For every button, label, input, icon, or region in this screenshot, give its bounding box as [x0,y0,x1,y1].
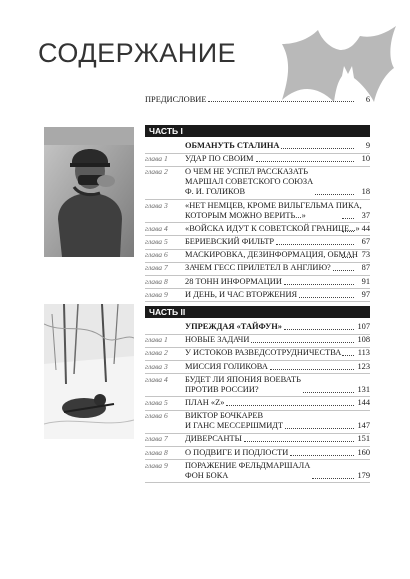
entry-title [185,375,301,395]
chapter-label: глава 8 [145,276,168,286]
entry-title-line: БЕРИЕВСКИЙ ФИЛЬТР [185,237,274,246]
page-number: 97 [361,289,370,299]
entry-title-line: ФОН БОКА [185,470,229,480]
page-number: 151 [357,434,370,444]
toc-entry [185,154,370,164]
leader-dots [342,354,354,356]
entry-title [185,362,268,372]
entry-title-line: 28 ТОНН ИНФОРМАЦИИ [185,276,282,286]
toc-entry [185,375,370,395]
leader-dots [342,217,354,219]
part-two-photo [44,304,134,439]
entry-title-line: У ИСТОКОВ РАЗВЕДСОТРУДНИЧЕСТВА [185,348,342,358]
page-number: 10 [361,154,370,164]
entry-title-line: ПОРАЖЕНИЕ ФЕЛЬДМАРШАЛА [185,460,311,470]
toc-entry [185,335,370,345]
leader-dots [303,391,354,393]
toc-entry [185,250,370,260]
chapter-label: глава 5 [145,237,168,246]
page-number: 113 [357,348,370,358]
entry-title-line: УПРЕЖДАЯ «ТАЙФУН» [185,322,282,331]
entry-title-line: Ф. И. ГОЛИКОВ [185,187,246,197]
entry-title [185,154,254,164]
entry-title-line: МАРШАЛ СОВЕТСКОГО СОЮЗА [185,177,314,187]
leader-dots [276,243,354,245]
entry-title [185,277,282,287]
entry-title-line: МИССИЯ ГОЛИКОВА [185,361,268,371]
page-number: 73 [361,250,370,260]
page-number: 179 [357,470,370,480]
entry-title [185,167,313,197]
entry-title-line: ЗАЧЕМ ГЕСС ПРИЛЕТЕЛ В АНГЛИЮ? [185,263,331,273]
toc-entry [185,167,370,197]
toc-entry [185,461,370,481]
leader-dots [256,160,355,162]
page-number: 144 [357,398,370,407]
page-title: СОДЕРЖАНИЕ [38,38,237,68]
toc-entry [185,277,370,287]
chapter-label: глава 4 [145,374,168,384]
leader-dots [208,100,354,102]
toc-preface-row[interactable] [145,95,370,104]
page-number: 123 [357,361,370,371]
toc-entry [185,411,370,431]
toc-entry [185,290,370,300]
page-number: 9 [365,141,370,150]
leader-dots [333,269,354,271]
toc-entry [185,348,370,358]
entry-title [185,290,297,300]
chapter-label: глава 1 [145,335,168,345]
entry-title [185,322,282,332]
entry-title-line: НОВЫЕ ЗАДАЧИ [185,335,250,345]
entry-title [185,237,274,247]
entry-separator [145,301,370,302]
leader-dots [315,193,354,195]
toc-entry [185,398,370,408]
entry-title-line: «НЕТ НЕМЦЕВ, КРОМЕ ВИЛЬГЕЛЬМА ПИКА, [185,200,362,210]
bat-emblem-icon [278,22,396,104]
chapter-label: глава 8 [145,447,168,457]
chapter-label: глава 7 [145,263,168,273]
chapter-label: глава 1 [145,154,168,164]
leader-dots [251,341,354,343]
chapter-label: глава 4 [145,223,168,233]
leader-dots [281,147,354,149]
entry-title [185,411,283,431]
leader-dots [342,230,354,232]
entry-title-line: ВИКТОР БОЧКАРЕВ [185,411,264,421]
toc-entry [185,448,370,458]
entry-title-line: КОТОРЫМ МОЖНО ВЕРИТЬ...» [185,210,306,220]
entry-title-line: ОБМАНУТЬ СТАЛИНА [185,141,280,150]
entry-title [185,398,224,408]
entry-title-line: ДИВЕРСАНТЫ [185,434,242,444]
part-two-header: ЧАСТЬ II [145,306,370,318]
page-number: 107 [357,322,370,331]
leader-dots [284,328,354,330]
preface-page-number: 6 [365,95,370,104]
entry-title-line: ПЛАН «Z» [185,398,225,407]
chapter-label: глава 7 [145,434,168,444]
leader-dots [244,440,354,442]
leader-dots [312,477,354,479]
toc-entry [185,141,370,151]
leader-dots [284,283,354,285]
entry-title-line: «ВОЙСКА ИДУТ К СОВЕТСКОЙ ГРАНИЦЕ...» [185,223,360,233]
entry-title [185,448,288,458]
chapter-label: глава 2 [145,348,168,358]
entry-title-line: И ДЕНЬ, И ЧАС ВТОРЖЕНИЯ [185,289,298,299]
toc-entry [185,434,370,444]
chapter-label: глава 9 [145,460,168,470]
part-one-photo [44,127,134,257]
toc-entry [185,201,370,221]
chapter-label: глава 3 [145,361,168,371]
entry-title [185,348,340,358]
leader-dots [342,256,354,258]
entry-title [185,250,358,260]
page-number: 160 [357,447,370,457]
entry-title-line: МАСКИРОВКА, ДЕЗИНФОРМАЦИЯ, ОБМАН [185,250,358,260]
page-number: 147 [357,421,370,431]
toc-entry [185,224,370,234]
entry-title [185,263,331,273]
toc-entry [185,237,370,247]
entry-title [185,223,360,234]
page-number: 18 [361,187,370,197]
chapter-label: глава 3 [145,200,168,210]
page-number: 67 [361,237,370,246]
entry-title-line: О ЧЕМ НЕ УСПЕЛ РАССКАЗАТЬ [185,167,309,177]
leader-dots [299,296,354,298]
chapter-label: глава 5 [145,398,168,407]
preface-label: ПРЕДИСЛОВИЕ [145,95,207,104]
entry-title-line: УДАР ПО СВОИМ [185,154,254,164]
leader-dots [226,404,354,406]
page-number: 87 [361,263,370,273]
toc-entry [185,322,370,332]
part-one-header: ЧАСТЬ I [145,125,370,137]
leader-dots [270,368,354,370]
entry-separator [145,482,370,483]
entry-title [185,461,310,481]
toc-entry [185,362,370,372]
entry-title-line: ПРОТИВ РОССИИ? [185,384,259,394]
entry-title [185,335,249,345]
page-number: 131 [357,384,370,394]
entry-title-line: БУДЕТ ЛИ ЯПОНИЯ ВОЕВАТЬ [185,374,301,384]
entry-title [185,141,279,151]
page-number: 108 [357,335,370,345]
entry-title-line: О ПОДВИГЕ И ПОДЛОСТИ [185,447,289,457]
chapter-label: глава 2 [145,167,168,177]
chapter-label: глава 9 [145,289,168,299]
leader-dots [290,454,354,456]
toc-entry [185,263,370,273]
leader-dots [285,427,354,429]
page-number: 44 [361,223,370,233]
chapter-label: глава 6 [145,250,168,260]
entry-title [185,434,242,444]
page-number: 91 [361,276,370,286]
page-number: 37 [361,210,370,220]
chapter-label: глава 6 [145,411,168,421]
entry-title [185,200,362,221]
entry-title-line: И ГАНС МЕССЕРШМИДТ [185,421,284,431]
